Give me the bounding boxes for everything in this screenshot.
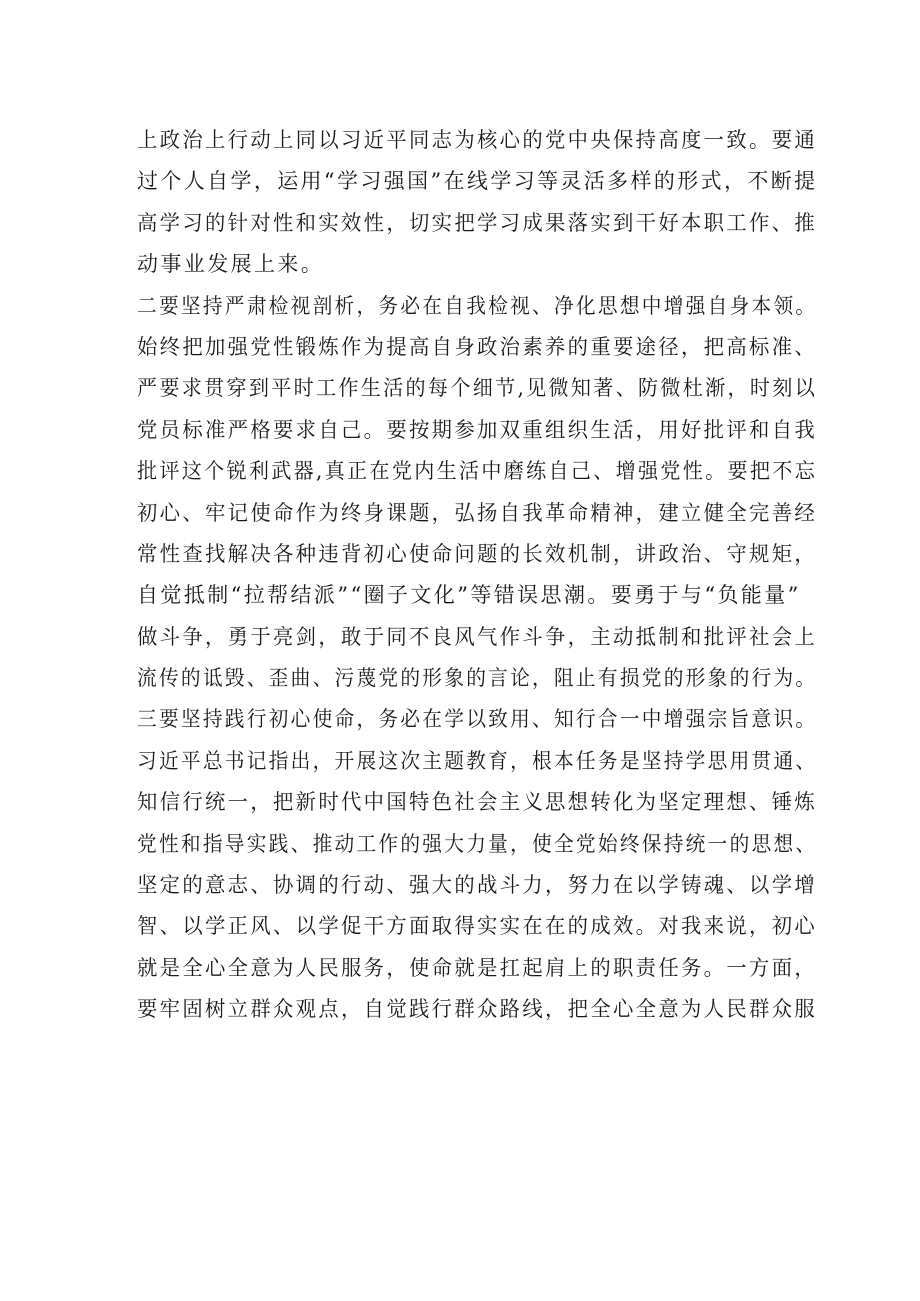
text-line: 党员标准严格要求自己。要按期参加双重组织生活，用好批评和自我: [137, 417, 818, 442]
text-line: 批评这个锐利武器,真正在党内生活中磨练自己、增强党性。要把不忘: [137, 459, 818, 484]
text-line: 常性查找解决各种违背初心使命问题的长效机制，讲政治、守规矩，: [137, 541, 818, 566]
text-line: 过个人自学，运用“学习强国”在线学习等灵活多样的形式，不断提: [137, 169, 818, 194]
text-line: 做斗争，勇于亮剑，敢于同不良风气作斗争，主动抵制和批评社会上: [137, 624, 818, 649]
text-line: 智、以学正风、以学促干方面取得实实在在的成效。对我来说，初心: [137, 914, 818, 939]
text-line: 严要求贯穿到平时工作生活的每个细节,见微知著、防微杜渐，时刻以: [137, 376, 818, 401]
text-line: 党性和指导实践、推动工作的强大力量，使全党始终保持统一的思想、: [137, 831, 818, 856]
text-line: 三要坚持践行初心使命，务必在学以致用、知行合一中增强宗旨意识。: [137, 707, 818, 732]
text-line: 坚定的意志、协调的行动、强大的战斗力，努力在以学铸魂、以学增: [137, 873, 818, 898]
text-line: 知信行统一，把新时代中国特色社会主义思想转化为坚定理想、锤炼: [137, 790, 818, 815]
text-line: 习近平总书记指出，开展这次主题教育，根本任务是坚持学思用贯通、: [137, 748, 818, 773]
body-text: [137, 120, 817, 1031]
text-line: 初心、牢记使命作为终身课题，弘扬自我革命精神，建立健全完善经: [137, 500, 818, 525]
text-line: 动事业发展上来。: [137, 252, 325, 277]
text-line: 要牢固树立群众观点，自觉践行群众路线，把全心全意为人民群众服: [137, 997, 818, 1022]
text-line: 二要坚持严肃检视剖析，务必在自我检视、净化思想中增强自身本领。: [137, 293, 818, 318]
text-line: 流传的诋毁、歪曲、污蔑党的形象的言论，阻止有损党的形象的行为。: [137, 666, 818, 691]
text-line: 就是全心全意为人民服务，使命就是扛起肩上的职责任务。一方面，: [137, 955, 818, 980]
text-line: 上政治上行动上同以习近平同志为核心的党中央保持高度一致。要通: [137, 128, 818, 152]
text-line: 始终把加强党性锻炼作为提高自身政治素养的重要途径，把高标准、: [137, 334, 818, 359]
text-line: 高学习的针对性和实效性，切实把学习成果落实到干好本职工作、推: [137, 210, 818, 235]
text-line: 自觉抵制“拉帮结派”“圈子文化”等错误思潮。要勇于与“负能量”: [137, 583, 801, 608]
